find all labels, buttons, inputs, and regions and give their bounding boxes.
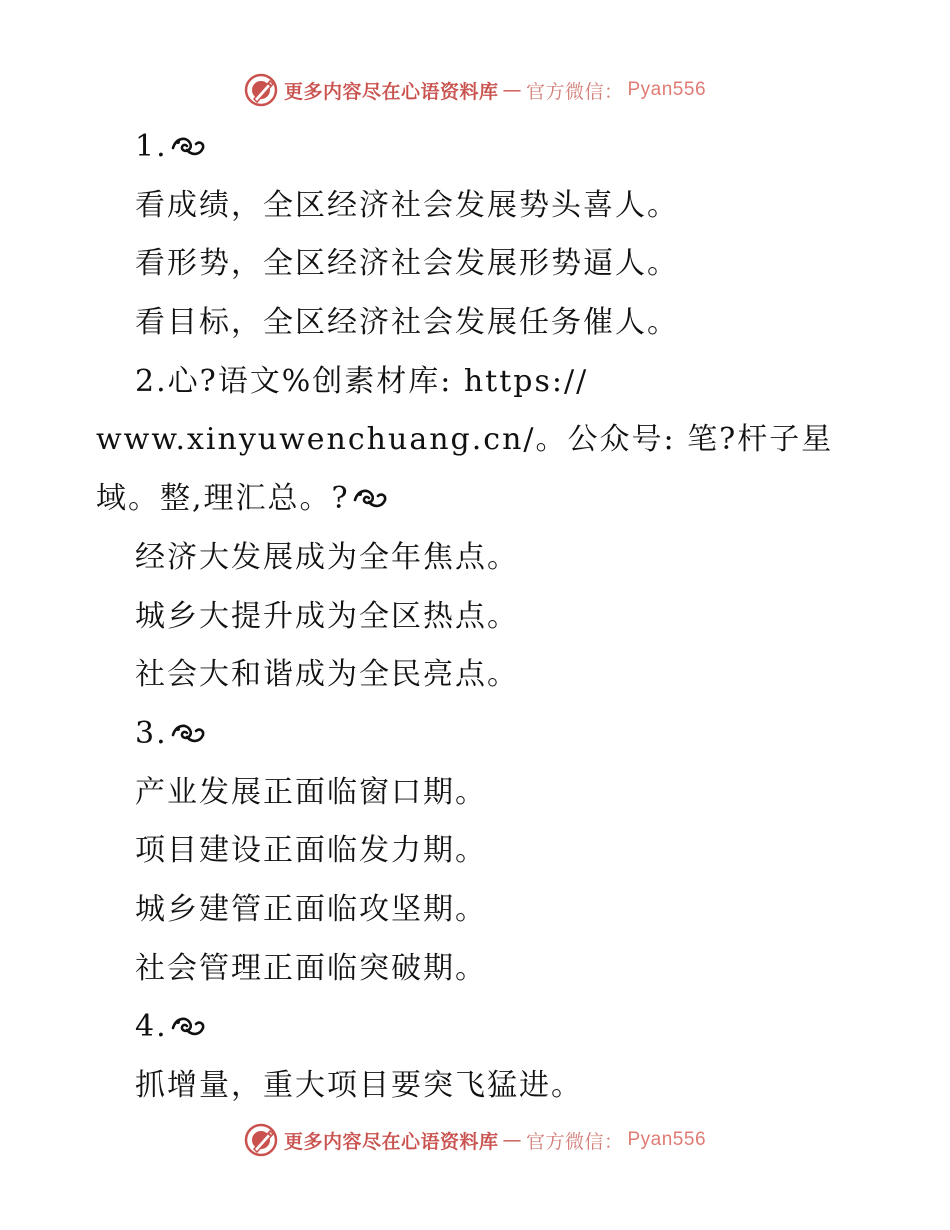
swirl-icon bbox=[170, 134, 206, 158]
paragraph-line: 城乡大提升成为全区热点。 bbox=[135, 598, 519, 634]
paragraph-line: 抓增量，重大项目要突飞猛进。 bbox=[135, 1068, 583, 1103]
paragraph-line: 社会大和谐成为全民亮点。 bbox=[135, 657, 519, 693]
paragraph-line: 经济大发展成为全年焦点。 bbox=[135, 539, 519, 575]
paragraph-line: 看目标，全区经济社会发展任务催人。 bbox=[135, 305, 679, 341]
document-body bbox=[96, 118, 834, 1116]
swirl-icon bbox=[170, 721, 206, 745]
swirl-icon bbox=[352, 486, 388, 510]
paragraph-line: 1. bbox=[96, 118, 816, 177]
paragraph-line: 社会管理正面临突破期。 bbox=[135, 950, 487, 986]
watermark-sub-text: 官方微信： bbox=[525, 1130, 624, 1153]
paragraph-line: 2.心?语文%创素材库: https:// bbox=[135, 363, 589, 399]
footer-watermark bbox=[0, 1122, 950, 1158]
paragraph-line: www.xinyuwenchuang.cn/。公众号: 笔?杆子星 bbox=[96, 422, 834, 458]
paragraph-line: 项目建设正面临发力期。 bbox=[135, 833, 487, 869]
header-watermark bbox=[0, 72, 950, 108]
paragraph-line: 城乡建管正面临攻坚期。 bbox=[135, 891, 487, 927]
pen-logo-icon bbox=[244, 73, 278, 107]
swirl-icon bbox=[170, 1014, 206, 1038]
watermark-dash: — bbox=[502, 79, 522, 101]
watermark-wechat-id: Pyan556 bbox=[627, 1129, 707, 1150]
watermark-main-text: 更多内容尽在心语资料库 bbox=[283, 1130, 499, 1153]
watermark-main-text: 更多内容尽在心语资料库 bbox=[283, 80, 499, 103]
paragraph-line: 4. bbox=[96, 998, 816, 1057]
pen-logo-icon bbox=[244, 1123, 278, 1157]
paragraph-line: 看形势，全区经济社会发展形势逼人。 bbox=[135, 246, 679, 282]
paragraph-line: 看成绩，全区经济社会发展势头喜人。 bbox=[135, 187, 679, 223]
paragraph-line: 产业发展正面临窗口期。 bbox=[135, 774, 487, 810]
watermark-sub-text: 官方微信： bbox=[525, 80, 624, 103]
watermark-wechat-id: Pyan556 bbox=[627, 79, 707, 100]
paragraph-line: 3. bbox=[96, 705, 816, 764]
paragraph-line: 域。整,理汇总。? bbox=[96, 470, 816, 529]
watermark-dash: — bbox=[502, 1129, 522, 1151]
